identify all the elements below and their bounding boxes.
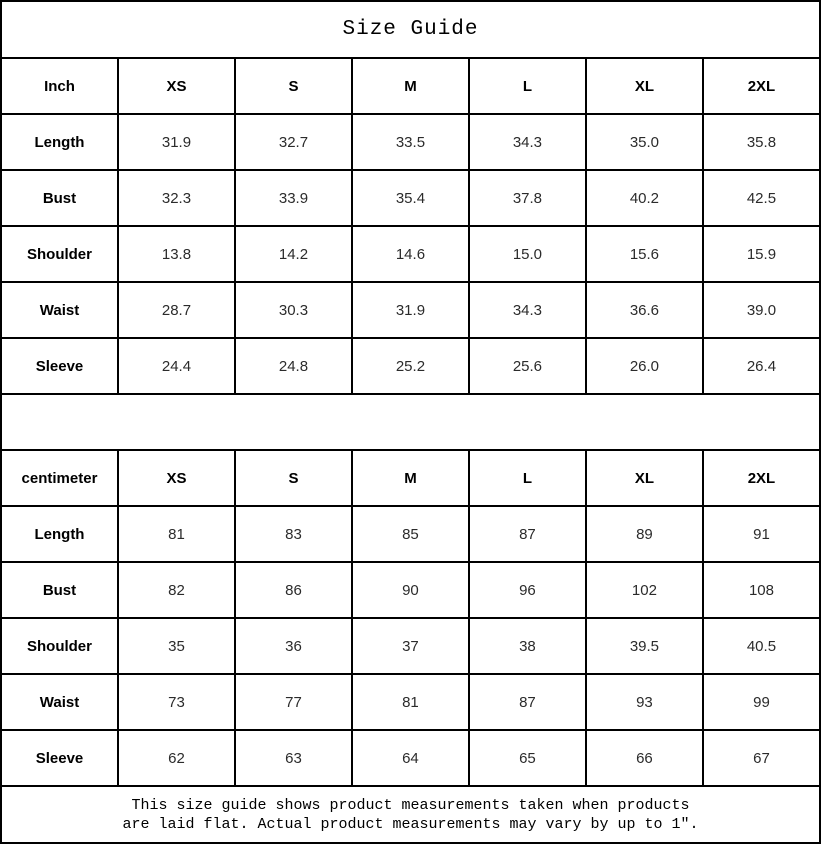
value-cell: 38	[469, 618, 586, 674]
inch-header-row	[1, 58, 820, 114]
value-cell: 33.9	[235, 170, 352, 226]
value-cell: 31.9	[352, 282, 469, 338]
value-cell: 33.5	[352, 114, 469, 170]
value-cell: 91	[703, 506, 820, 562]
value-cell: 32.3	[118, 170, 235, 226]
value-cell: 34.3	[469, 114, 586, 170]
size-header-xl: XL	[586, 58, 703, 114]
size-header-s: S	[235, 58, 352, 114]
value-cell: 87	[469, 506, 586, 562]
table-row	[1, 674, 820, 730]
value-cell: 65	[469, 730, 586, 786]
table-row	[1, 114, 820, 170]
size-header-2xl: 2XL	[703, 58, 820, 114]
value-cell: 36.6	[586, 282, 703, 338]
row-label-sleeve: Sleeve	[1, 730, 118, 786]
value-cell: 67	[703, 730, 820, 786]
table-row	[1, 226, 820, 282]
value-cell: 14.2	[235, 226, 352, 282]
value-cell: 26.0	[586, 338, 703, 394]
value-cell: 89	[586, 506, 703, 562]
value-cell: 15.6	[586, 226, 703, 282]
centimeter-header-row	[1, 450, 820, 506]
page-title: Size Guide	[1, 1, 820, 58]
value-cell: 35.4	[352, 170, 469, 226]
size-header-l: L	[469, 58, 586, 114]
row-label-bust: Bust	[1, 170, 118, 226]
value-cell: 24.8	[235, 338, 352, 394]
value-cell: 87	[469, 674, 586, 730]
value-cell: 66	[586, 730, 703, 786]
size-header-2xl: 2XL	[703, 450, 820, 506]
row-label-shoulder: Shoulder	[1, 226, 118, 282]
value-cell: 81	[352, 674, 469, 730]
unit-label-inch: Inch	[1, 58, 118, 114]
value-cell: 62	[118, 730, 235, 786]
value-cell: 108	[703, 562, 820, 618]
value-cell: 81	[118, 506, 235, 562]
footer-note	[1, 786, 820, 843]
row-label-waist: Waist	[1, 674, 118, 730]
value-cell: 77	[235, 674, 352, 730]
value-cell: 82	[118, 562, 235, 618]
value-cell: 34.3	[469, 282, 586, 338]
value-cell: 28.7	[118, 282, 235, 338]
value-cell: 25.2	[352, 338, 469, 394]
value-cell: 39.0	[703, 282, 820, 338]
row-label-waist: Waist	[1, 282, 118, 338]
value-cell: 90	[352, 562, 469, 618]
table-row	[1, 170, 820, 226]
size-header-xl: XL	[586, 450, 703, 506]
footer-note-line2: are laid flat. Actual product measurements may vary by up to 1″.	[122, 815, 699, 833]
table-row	[1, 618, 820, 674]
value-cell: 40.5	[703, 618, 820, 674]
title-row	[1, 1, 820, 58]
value-cell: 99	[703, 674, 820, 730]
row-label-length: Length	[1, 114, 118, 170]
footer-row	[1, 786, 820, 843]
value-cell: 36	[235, 618, 352, 674]
value-cell: 35.8	[703, 114, 820, 170]
value-cell: 73	[118, 674, 235, 730]
value-cell: 26.4	[703, 338, 820, 394]
size-header-xs: XS	[118, 58, 235, 114]
table-row	[1, 562, 820, 618]
value-cell: 25.6	[469, 338, 586, 394]
row-label-sleeve: Sleeve	[1, 338, 118, 394]
size-header-m: M	[352, 58, 469, 114]
spacer-cell	[1, 394, 820, 450]
spacer-row	[1, 394, 820, 450]
value-cell: 15.0	[469, 226, 586, 282]
value-cell: 35.0	[586, 114, 703, 170]
value-cell: 24.4	[118, 338, 235, 394]
value-cell: 93	[586, 674, 703, 730]
value-cell: 63	[235, 730, 352, 786]
size-header-l: L	[469, 450, 586, 506]
row-label-length: Length	[1, 506, 118, 562]
value-cell: 37	[352, 618, 469, 674]
table-row	[1, 338, 820, 394]
value-cell: 30.3	[235, 282, 352, 338]
table-row	[1, 282, 820, 338]
value-cell: 32.7	[235, 114, 352, 170]
size-header-m: M	[352, 450, 469, 506]
value-cell: 102	[586, 562, 703, 618]
value-cell: 15.9	[703, 226, 820, 282]
value-cell: 85	[352, 506, 469, 562]
value-cell: 96	[469, 562, 586, 618]
value-cell: 40.2	[586, 170, 703, 226]
value-cell: 14.6	[352, 226, 469, 282]
value-cell: 35	[118, 618, 235, 674]
footer-note-line1: This size guide shows product measurements taken when products	[131, 796, 690, 814]
table-row	[1, 506, 820, 562]
size-header-xs: XS	[118, 450, 235, 506]
value-cell: 39.5	[586, 618, 703, 674]
unit-label-centimeter: centimeter	[1, 450, 118, 506]
value-cell: 37.8	[469, 170, 586, 226]
value-cell: 42.5	[703, 170, 820, 226]
row-label-bust: Bust	[1, 562, 118, 618]
row-label-shoulder: Shoulder	[1, 618, 118, 674]
table-row	[1, 730, 820, 786]
value-cell: 31.9	[118, 114, 235, 170]
value-cell: 64	[352, 730, 469, 786]
value-cell: 86	[235, 562, 352, 618]
value-cell: 13.8	[118, 226, 235, 282]
size-header-s: S	[235, 450, 352, 506]
value-cell: 83	[235, 506, 352, 562]
